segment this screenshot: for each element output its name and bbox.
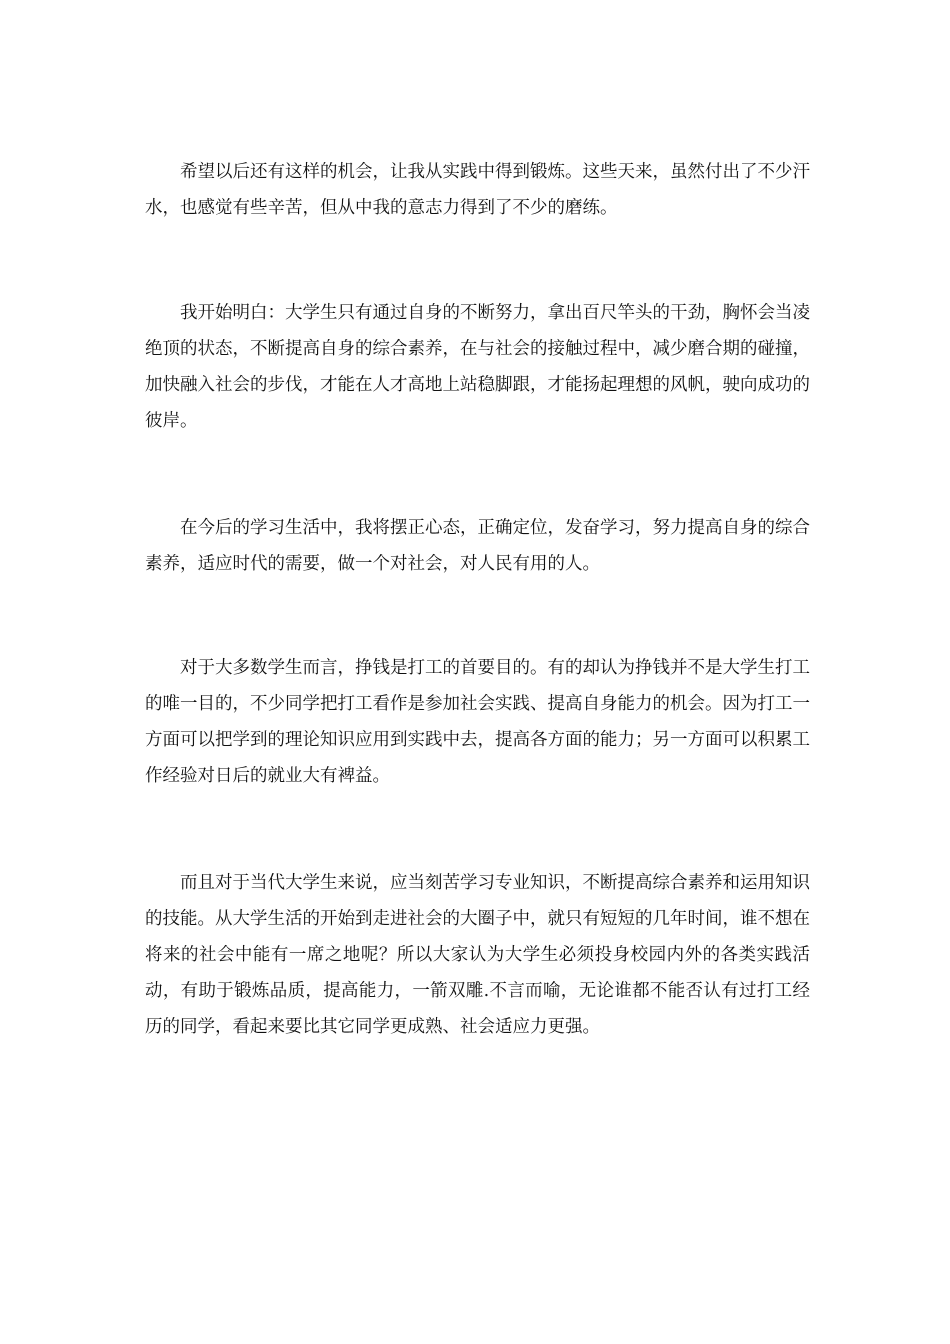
paragraph-1: 希望以后还有这样的机会，让我从实践中得到锻炼。这些天来，虽然付出了不少汗水，也感觉有些辛苦，但从中我的意志力得到了不少的磨练。: [145, 162, 810, 218]
paragraph-2: 我开始明白：大学生只有通过自身的不断努力，拿出百尺竿头的干劲，胸怀会当凌绝顶的状态，不断提高自身的综合素养，在与社会的接触过程中，减少磨合期的碰撞，加快融入社会的步伐，才能在人才高地上站稳脚跟，才能扬起理想的风帆，驶向成功的彼岸。: [145, 303, 810, 431]
paragraph-3: 在今后的学习生活中，我将摆正心态，正确定位，发奋学习，努力提高自身的综合素养，适应时代的需要，做一个对社会，对人民有用的人。: [145, 518, 810, 574]
paragraph-4: 对于大多数学生而言，挣钱是打工的首要目的。有的却认为挣钱并不是大学生打工的唯一目的，不少同学把打工看作是参加社会实践、提高自身能力的机会。因为打工一方面可以把学到的理论知识应用到实践中去，提高各方面的能力；另一方面可以积累工作经验对日后的就业大有裨益。: [145, 658, 810, 786]
paragraph-5: 而且对于当代大学生来说，应当刻苦学习专业知识，不断提高综合素养和运用知识的技能。从大学生活的开始到走进社会的大圈子中，就只有短短的几年时间，谁不想在将来的社会中能有一席之地呢？所以大家认为大学生必须投身校园内外的各类实践活动，有助于锻炼品质，提高能力，一箭双雕.不言而喻，无论谁都不能否认有过打工经历的同学，看起来要比其它同学更成熟、社会适应力更强。: [145, 873, 810, 1037]
